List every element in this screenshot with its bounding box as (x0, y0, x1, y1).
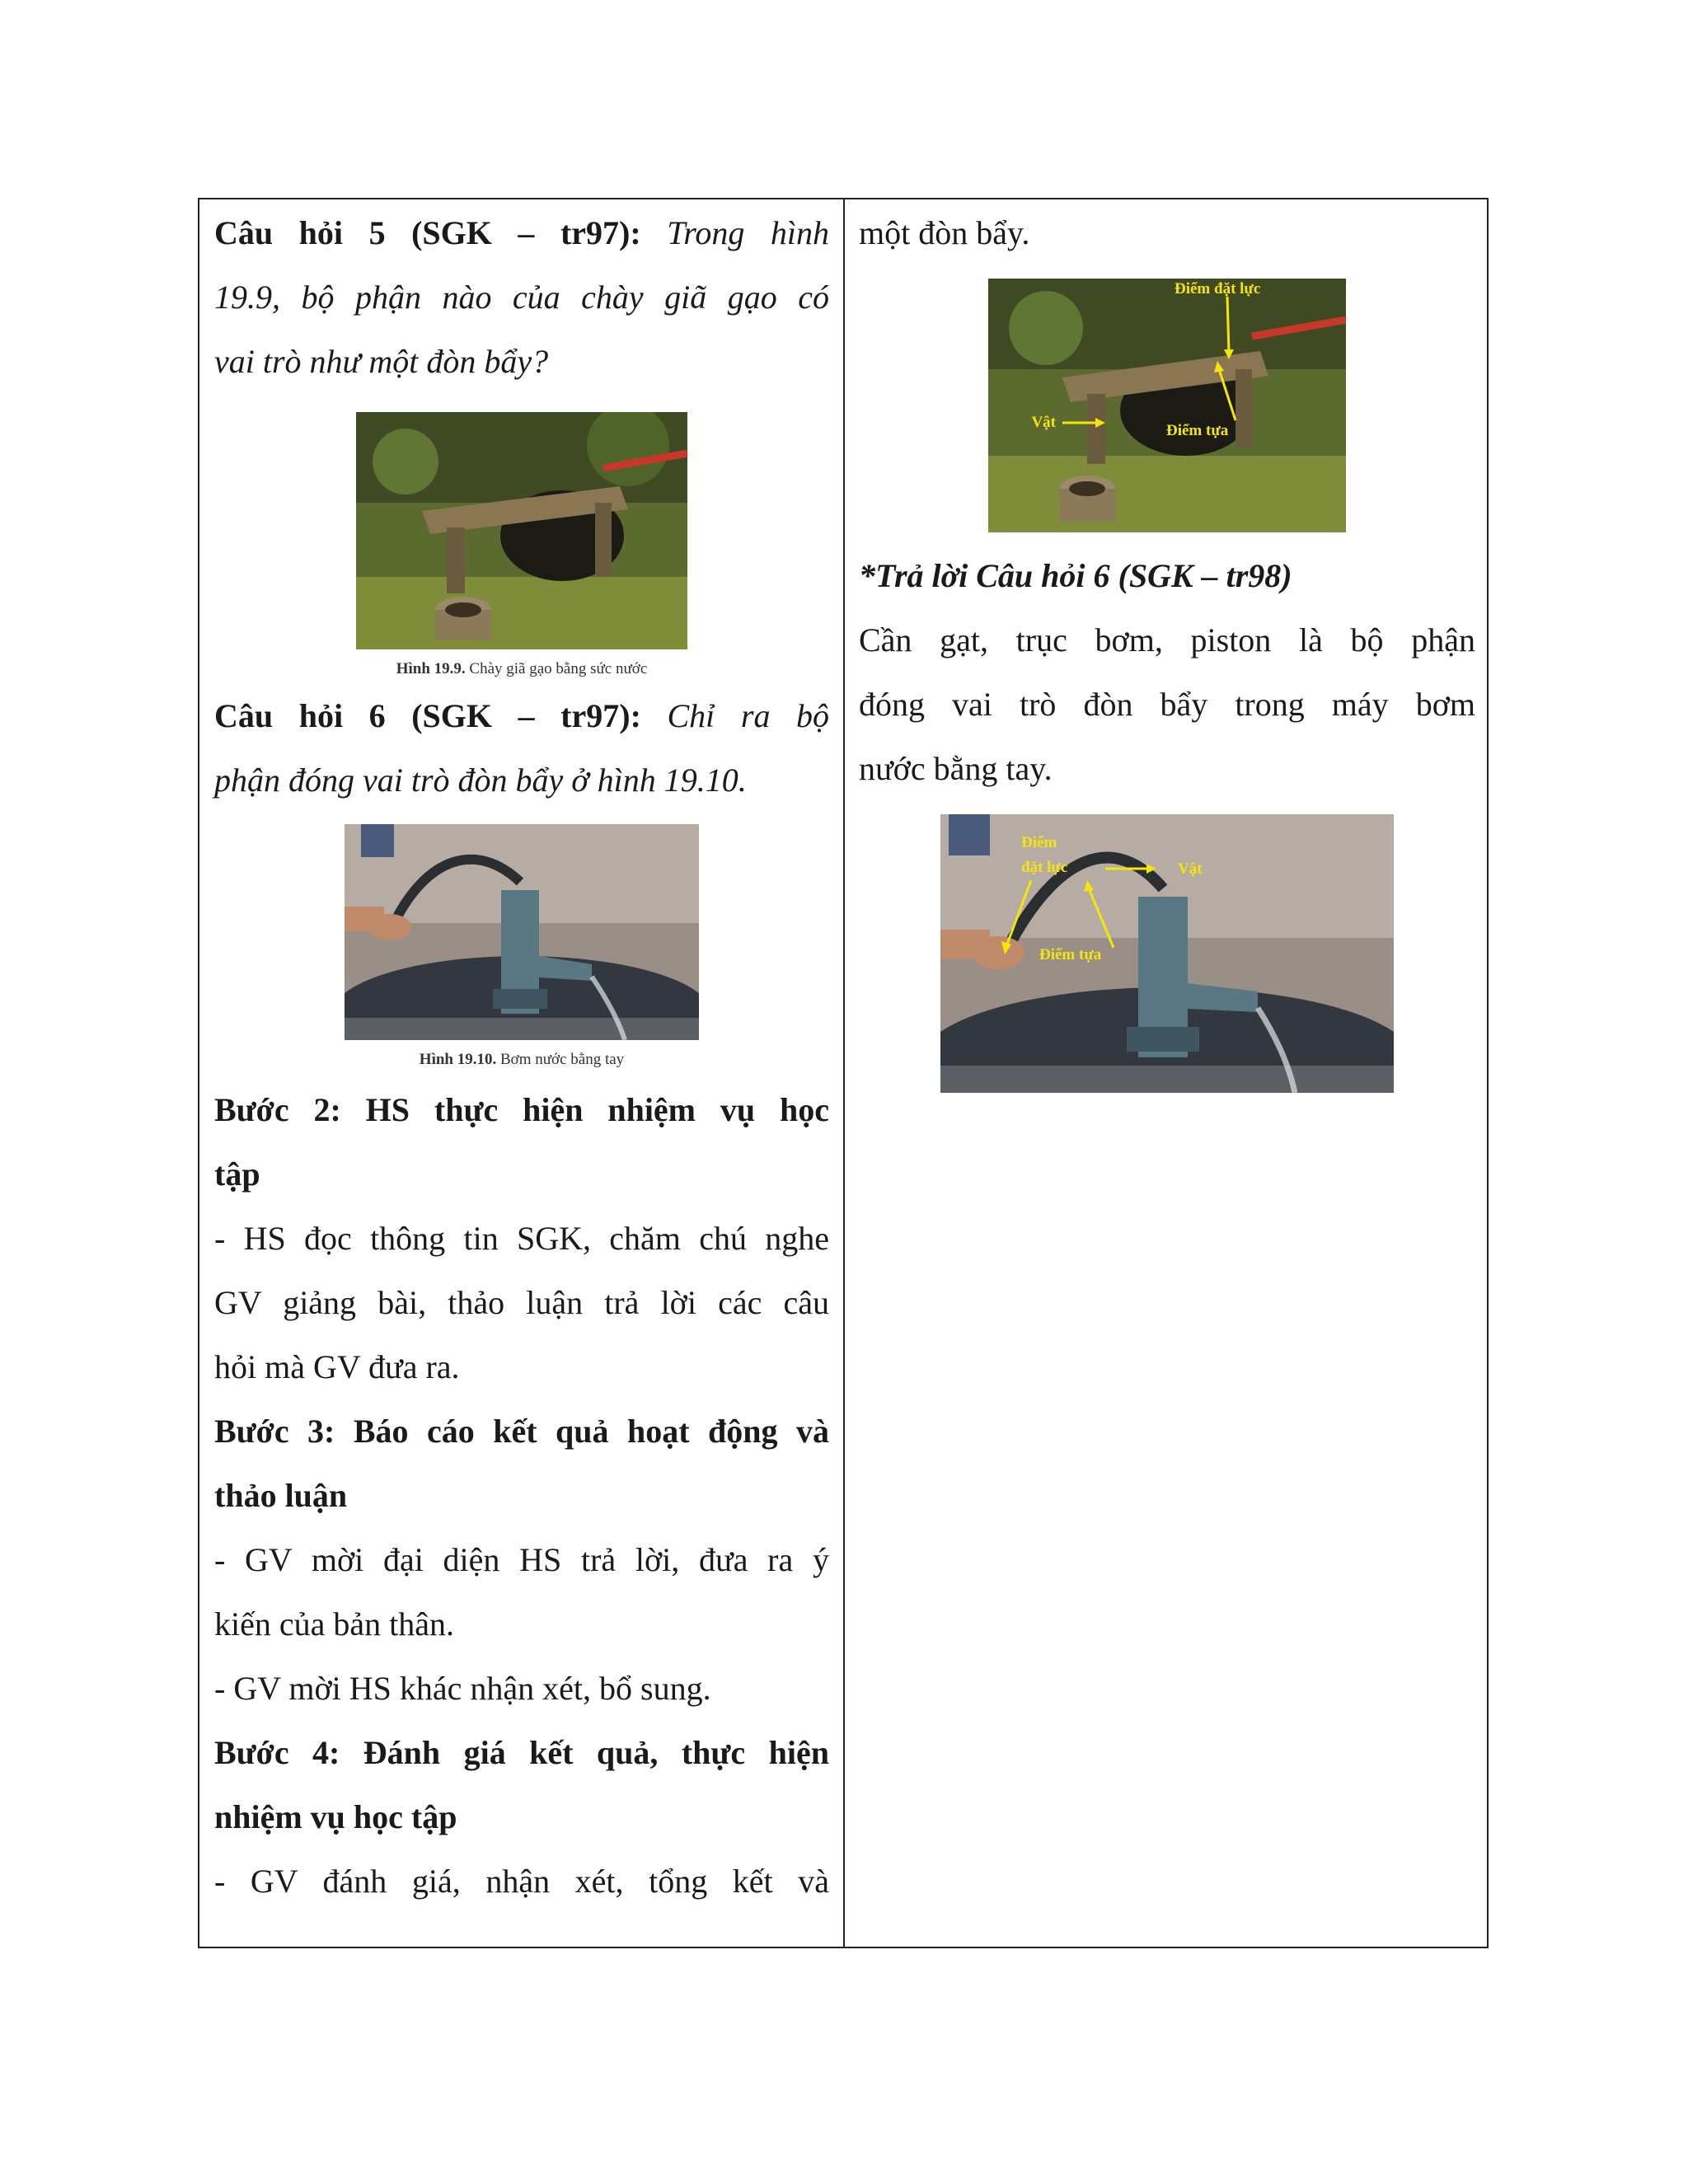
q5-line2: 19.9, bộ phận nào của chày giã gạo có (214, 279, 829, 316)
q6-line1 (214, 684, 829, 748)
q5-text: Trong hình (667, 214, 830, 251)
figure-19-9-caption (214, 659, 829, 679)
column-divider (843, 199, 845, 1947)
q6-heading: Câu hỏi 6 (SGK – tr97): (214, 697, 641, 734)
step3-heading-line1: Bước 3: Báo cáo kết quả hoạt động và (214, 1413, 829, 1450)
right-column (859, 199, 1475, 1093)
figure-19-10-caption (214, 1050, 829, 1070)
q5-line3: vai trò như một đòn bẩy? (214, 343, 549, 380)
fulcrum-label: Điểm tựa (1166, 422, 1229, 439)
annotated-pump-figure (859, 814, 1475, 1093)
lesson-table (198, 198, 1489, 1948)
annotated-pounder-figure (859, 279, 1475, 532)
figure-19-10 (214, 824, 829, 1070)
caption-number: Hình 19.10. (419, 1051, 497, 1068)
effort-point-label-line1: Điểm (1021, 834, 1057, 851)
effort-point-label-line2: đặt lực (1021, 859, 1068, 876)
step4-text-line1: - GV đánh giá, nhận xét, tổng kết và (214, 1863, 829, 1900)
step3-text-line2: kiến của bản thân. (214, 1605, 454, 1643)
right-line1: một đòn bẩy. (859, 214, 1030, 251)
step4-heading-line2: nhiệm vụ học tập (214, 1798, 457, 1835)
q6-text: Chỉ ra bộ (667, 697, 830, 734)
caption-text: Bơm nước bằng tay (500, 1051, 625, 1068)
step3-text-line1: - GV mời đại diện HS trả lời, đưa ra ý (214, 1541, 829, 1578)
left-column (214, 199, 829, 1914)
step2-text-line1: - HS đọc thông tin SGK, chăm chú nghe (214, 1220, 829, 1257)
answer6-line1: Cần gạt, trục bơm, piston là bộ phận (859, 621, 1475, 658)
effort-point-label: Điểm đặt lực (1175, 280, 1261, 298)
hand-pump-photo (345, 824, 699, 1040)
q5-line1 (214, 201, 829, 265)
step2-text-line2: GV giảng bài, thảo luận trả lời các câu (214, 1284, 829, 1321)
step4-heading-line1: Bước 4: Đánh giá kết quả, thực hiện (214, 1734, 829, 1771)
annotated-pounder-photo (988, 279, 1346, 532)
answer6-line2: đóng vai trò đòn bẩy trong máy bơm (859, 686, 1475, 723)
step2-heading-line1: Bước 2: HS thực hiện nhiệm vụ học (214, 1091, 829, 1128)
step3-text-line3: - GV mời HS khác nhận xét, bổ sung. (214, 1670, 711, 1707)
rice-pounder-photo (356, 412, 687, 649)
step2-heading-line2: tập (214, 1155, 260, 1193)
q6-line2: phận đóng vai trò đòn bẩy ở hình 19.10. (214, 762, 747, 799)
load-label: Vật (1178, 860, 1203, 878)
answer6-heading: *Trả lời Câu hỏi 6 (SGK – tr98) (859, 557, 1292, 594)
load-label: Vật (1031, 414, 1056, 431)
fulcrum-label: Điểm tựa (1039, 946, 1102, 963)
caption-text: Chày giã gạo bằng sức nước (469, 660, 648, 677)
answer6-line3: nước bằng tay. (859, 750, 1053, 787)
q5-heading: Câu hỏi 5 (SGK – tr97): (214, 214, 641, 251)
step3-heading-line2: thảo luận (214, 1477, 348, 1514)
step2-text-line3: hỏi mà GV đưa ra. (214, 1348, 460, 1385)
caption-number: Hình 19.9. (396, 660, 466, 677)
annotated-pump-photo (940, 814, 1394, 1093)
figure-19-9 (214, 412, 829, 679)
